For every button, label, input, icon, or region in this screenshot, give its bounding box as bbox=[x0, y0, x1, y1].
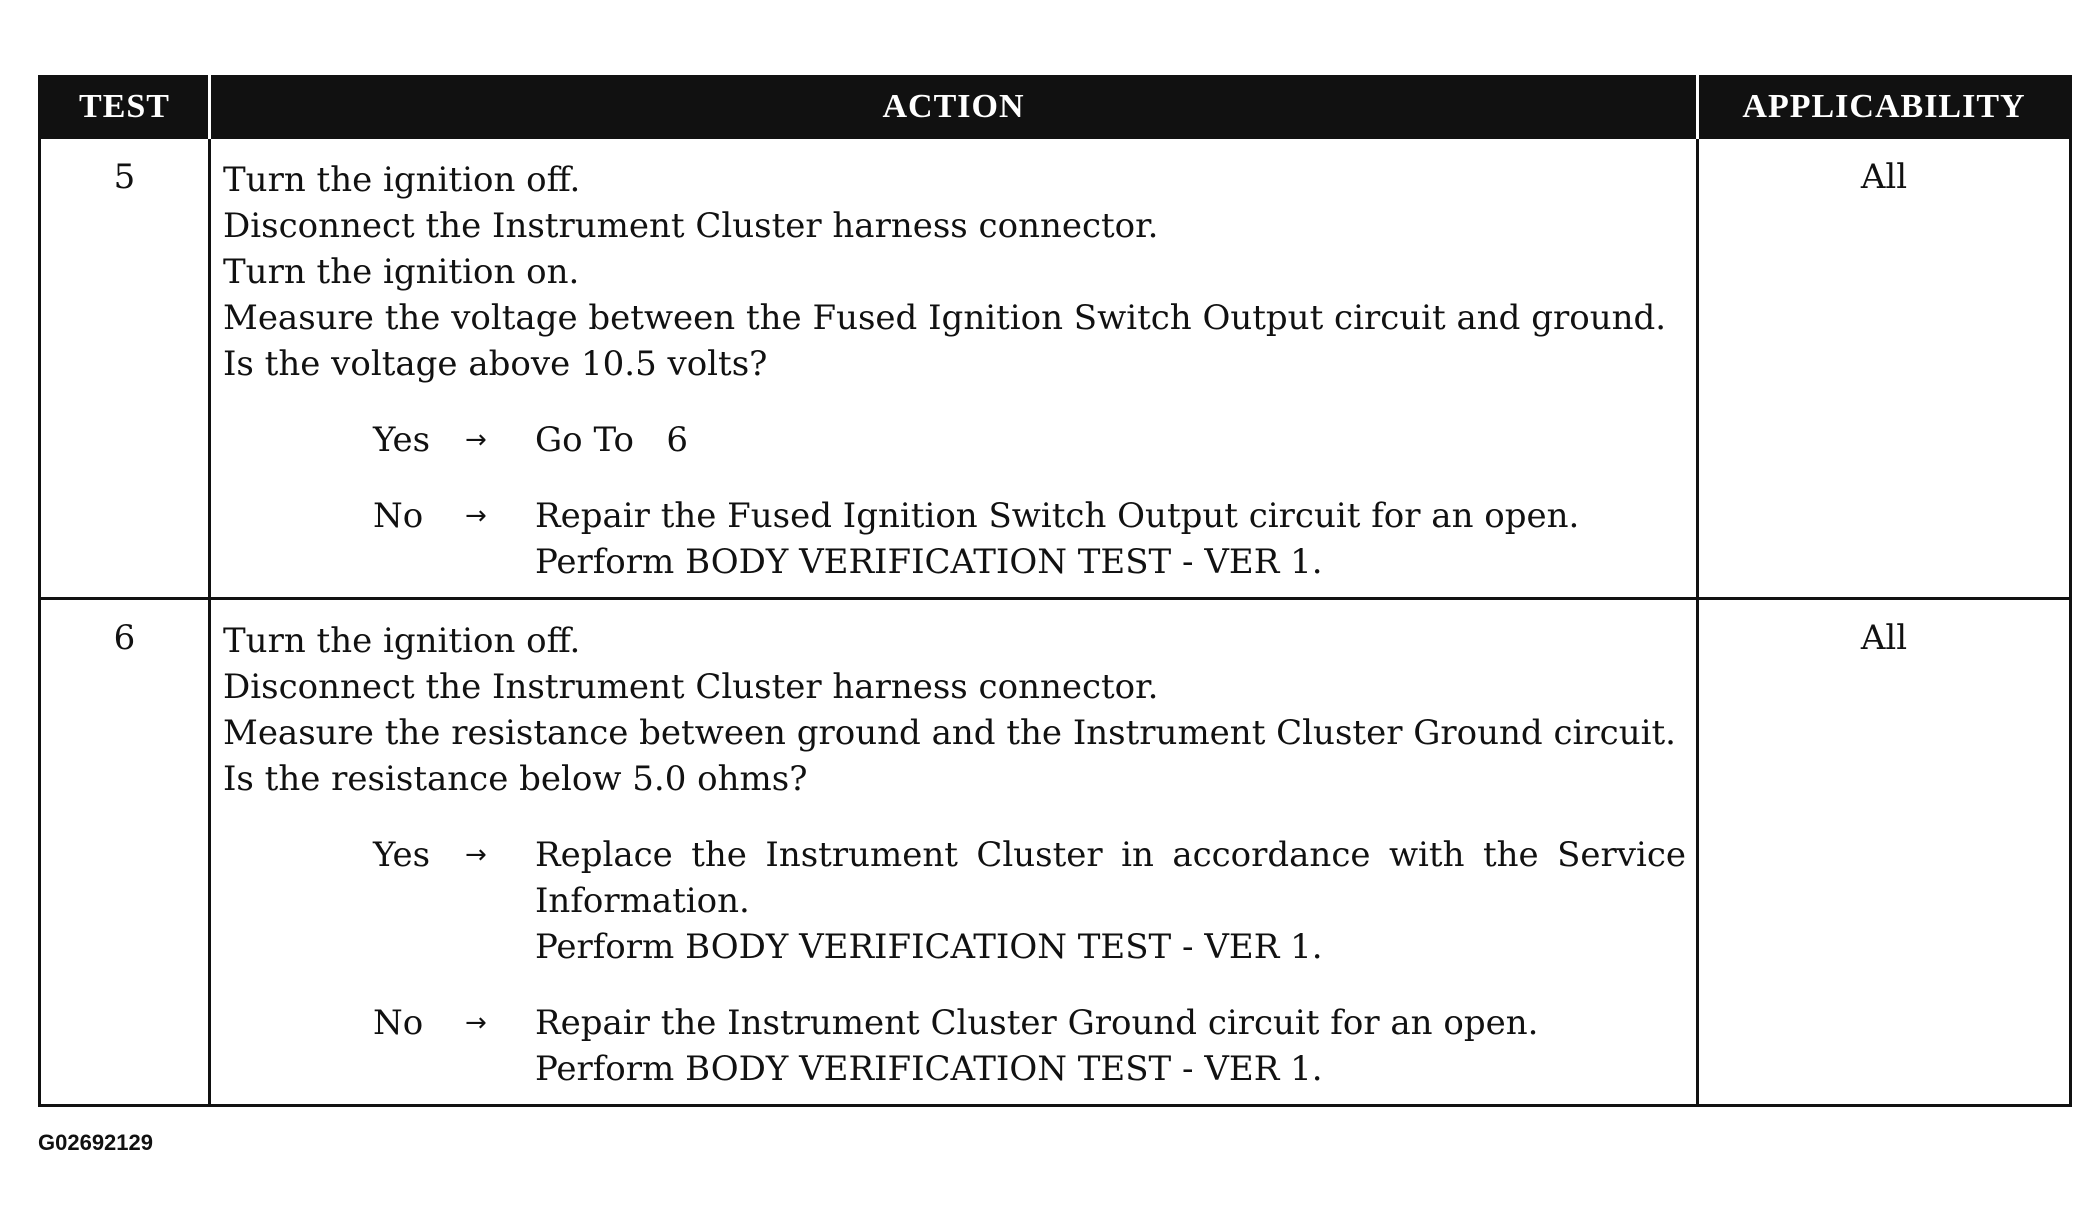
result-line: Replace the Instrument Cluster in accordance with the Service bbox=[535, 835, 1686, 875]
no-result bbox=[535, 493, 1686, 585]
action-step: Turn the ignition off. bbox=[223, 160, 581, 200]
action-step: Measure the resistance between ground and the Instrument Cluster Ground circuit. bbox=[223, 713, 1676, 753]
right-arrow-icon: → bbox=[465, 501, 487, 531]
result-line: Repair the Instrument Cluster Ground circuit for an open. bbox=[535, 1003, 1539, 1043]
action-step: Disconnect the Instrument Cluster harness connector. bbox=[223, 667, 1159, 707]
header-test: TEST bbox=[40, 77, 210, 138]
right-arrow-icon: → bbox=[465, 1008, 487, 1038]
no-label: No bbox=[373, 496, 424, 536]
action-step: Measure the voltage between the Fused Ignition Switch Output circuit and ground. bbox=[223, 298, 1667, 338]
header-action: ACTION bbox=[210, 77, 1698, 138]
test-number: 5 bbox=[40, 138, 210, 599]
action-step: Is the resistance below 5.0 ohms? bbox=[223, 759, 808, 799]
result-line: Perform BODY VERIFICATION TEST - VER 1. bbox=[535, 927, 1323, 967]
yes-label: Yes bbox=[373, 835, 431, 875]
test-number: 6 bbox=[40, 599, 210, 1106]
action-step: Disconnect the Instrument Cluster harness connector. bbox=[223, 206, 1159, 246]
yes-result bbox=[535, 417, 1686, 463]
answer-list bbox=[223, 832, 1686, 1092]
applicability-cell: All bbox=[1698, 599, 2071, 1106]
answer-list bbox=[223, 417, 1686, 585]
yes-answer bbox=[223, 832, 1686, 970]
table-row bbox=[40, 599, 2071, 1106]
no-answer bbox=[223, 493, 1686, 585]
result-line: Perform BODY VERIFICATION TEST - VER 1. bbox=[535, 542, 1323, 582]
table-header-row bbox=[40, 77, 2071, 138]
action-cell bbox=[210, 599, 1698, 1106]
action-cell bbox=[210, 138, 1698, 599]
right-arrow-icon: → bbox=[465, 840, 487, 870]
applicability-cell: All bbox=[1698, 138, 2071, 599]
figure-id: G02692129 bbox=[38, 1130, 153, 1155]
result-line: Go To 6 bbox=[535, 420, 688, 460]
yes-label: Yes bbox=[373, 420, 431, 460]
no-label: No bbox=[373, 1003, 424, 1043]
result-line: Perform BODY VERIFICATION TEST - VER 1. bbox=[535, 1049, 1323, 1089]
action-step: Turn the ignition on. bbox=[223, 252, 580, 292]
right-arrow-icon: → bbox=[465, 425, 487, 455]
no-answer bbox=[223, 1000, 1686, 1092]
result-line: Information. bbox=[535, 881, 750, 921]
diagnostic-table bbox=[38, 75, 2072, 1107]
header-applicability: APPLICABILITY bbox=[1698, 77, 2071, 138]
table-row bbox=[40, 138, 2071, 599]
no-result bbox=[535, 1000, 1686, 1092]
action-step: Is the voltage above 10.5 volts? bbox=[223, 344, 768, 384]
yes-answer bbox=[223, 417, 1686, 463]
yes-result bbox=[535, 832, 1686, 970]
result-line: Repair the Fused Ignition Switch Output circuit for an open. bbox=[535, 496, 1580, 536]
action-step: Turn the ignition off. bbox=[223, 621, 581, 661]
